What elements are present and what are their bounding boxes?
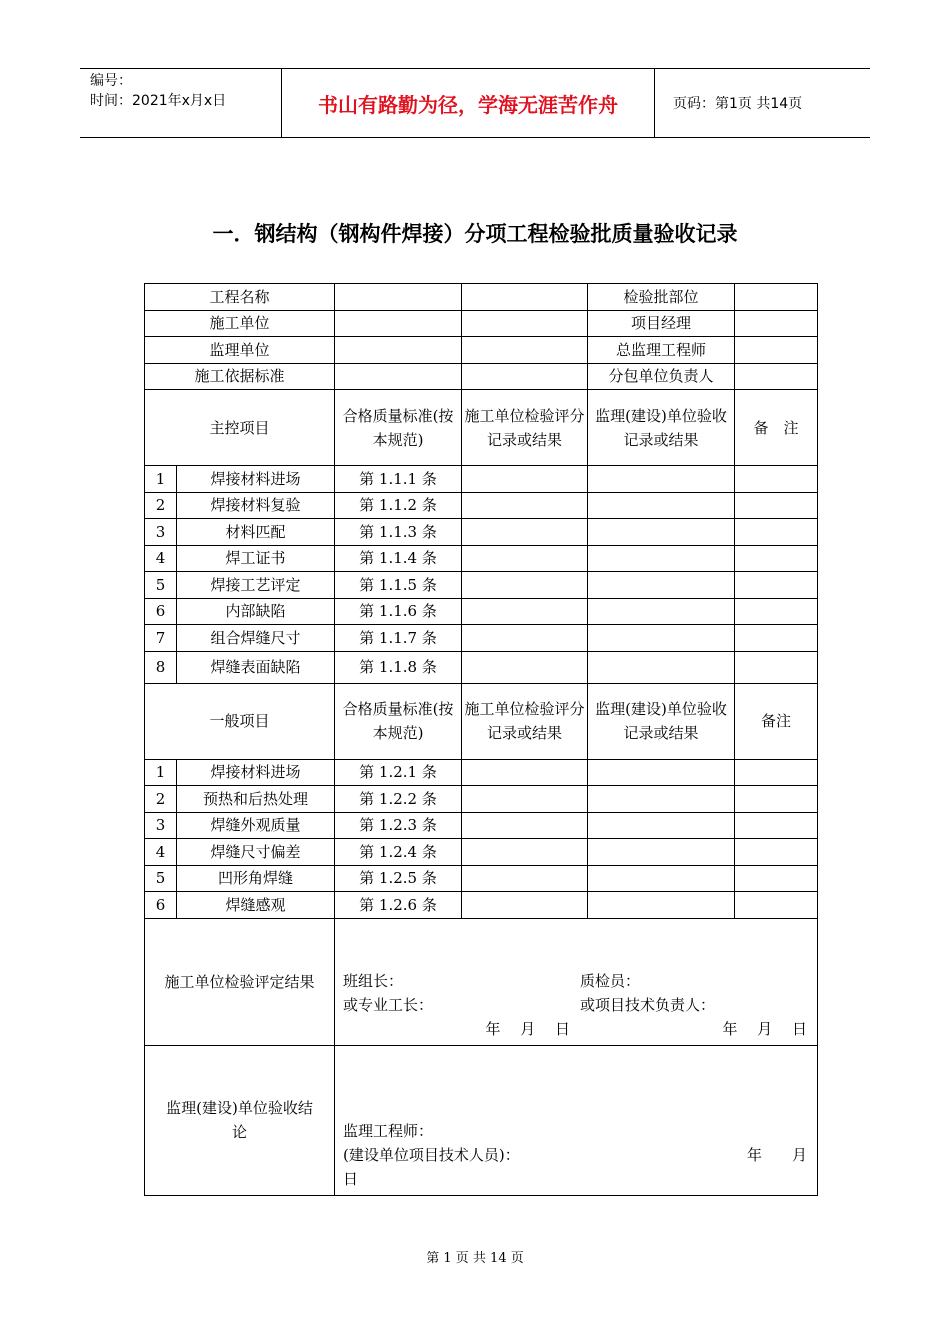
item-no: 3 bbox=[145, 812, 177, 839]
item-name: 焊缝感观 bbox=[177, 892, 335, 919]
note-cell[interactable] bbox=[735, 492, 818, 519]
self-check-cell[interactable] bbox=[462, 545, 588, 572]
supervisor-cell[interactable] bbox=[588, 492, 735, 519]
item-name: 焊接材料复验 bbox=[177, 492, 335, 519]
contractor-signature-cell[interactable] bbox=[335, 918, 818, 1045]
note-header: 备 注 bbox=[735, 390, 818, 466]
item-no: 2 bbox=[145, 786, 177, 813]
item-name: 焊接材料进场 bbox=[177, 466, 335, 493]
item-clause: 第 1.2.2 条 bbox=[335, 786, 462, 813]
info-label: 项目经理 bbox=[588, 310, 735, 337]
serial-label: 编号： bbox=[90, 73, 132, 89]
item-name: 焊缝表面缺陷 bbox=[177, 651, 335, 683]
header-page-info bbox=[663, 69, 870, 137]
note-cell[interactable] bbox=[735, 759, 818, 786]
item-name: 凹形角焊缝 bbox=[177, 865, 335, 892]
item-no: 2 bbox=[145, 492, 177, 519]
self-check-cell[interactable] bbox=[462, 572, 588, 599]
main-item-row bbox=[145, 466, 818, 493]
item-no: 7 bbox=[145, 625, 177, 652]
engineer-label: 监理工程师： bbox=[343, 1121, 434, 1140]
item-name: 预热和后热处理 bbox=[177, 786, 335, 813]
item-clause: 第 1.1.7 条 bbox=[335, 625, 462, 652]
self-check-cell[interactable] bbox=[462, 865, 588, 892]
info-value[interactable] bbox=[735, 337, 818, 364]
main-item-row bbox=[145, 492, 818, 519]
item-clause: 第 1.2.6 条 bbox=[335, 892, 462, 919]
supervisor-header: 监理(建设)单位验收记录或结果 bbox=[588, 683, 735, 759]
main-item-row bbox=[145, 572, 818, 599]
self-check-cell[interactable] bbox=[462, 812, 588, 839]
main-item-row bbox=[145, 545, 818, 572]
item-clause: 第 1.1.2 条 bbox=[335, 492, 462, 519]
info-value[interactable] bbox=[335, 337, 462, 364]
note-cell[interactable] bbox=[735, 598, 818, 625]
supervisor-cell[interactable] bbox=[588, 545, 735, 572]
info-row bbox=[145, 363, 818, 390]
note-cell[interactable] bbox=[735, 625, 818, 652]
info-value[interactable] bbox=[735, 310, 818, 337]
self-check-cell[interactable] bbox=[462, 598, 588, 625]
general-item-row bbox=[145, 786, 818, 813]
specialist-label: 或专业工长： bbox=[343, 995, 434, 1014]
header-motto: 书山有路勤为径，学海无涯苦作舟 bbox=[282, 69, 655, 137]
item-no: 4 bbox=[145, 545, 177, 572]
info-label: 总监理工程师 bbox=[588, 337, 735, 364]
item-no: 5 bbox=[145, 572, 177, 599]
item-name: 内部缺陷 bbox=[177, 598, 335, 625]
info-value[interactable] bbox=[462, 337, 588, 364]
item-no: 4 bbox=[145, 839, 177, 866]
supervisor-cell[interactable] bbox=[588, 892, 735, 919]
note-cell[interactable] bbox=[735, 839, 818, 866]
self-check-header: 施工单位检验评分记录或结果 bbox=[462, 390, 588, 466]
date-line: 时间：2021年x月x日 bbox=[90, 93, 227, 109]
item-name: 焊缝外观质量 bbox=[177, 812, 335, 839]
item-no: 6 bbox=[145, 598, 177, 625]
info-label: 施工依据标准 bbox=[145, 363, 335, 390]
date-year-month: 年 月 bbox=[747, 1145, 808, 1164]
note-cell[interactable] bbox=[735, 812, 818, 839]
item-no: 5 bbox=[145, 865, 177, 892]
info-row bbox=[145, 284, 818, 311]
self-check-cell[interactable] bbox=[462, 651, 588, 683]
item-clause: 第 1.2.3 条 bbox=[335, 812, 462, 839]
info-value[interactable] bbox=[335, 310, 462, 337]
supervisor-result-row bbox=[145, 1045, 818, 1195]
supervisor-cell[interactable] bbox=[588, 625, 735, 652]
item-name: 组合焊缝尺寸 bbox=[177, 625, 335, 652]
main-item-row bbox=[145, 625, 818, 652]
item-no: 3 bbox=[145, 519, 177, 546]
item-clause: 第 1.1.8 条 bbox=[335, 651, 462, 683]
supervisor-cell[interactable] bbox=[588, 812, 735, 839]
general-items-header bbox=[145, 683, 818, 759]
supervisor-cell[interactable] bbox=[588, 572, 735, 599]
item-name: 焊工证书 bbox=[177, 545, 335, 572]
item-clause: 第 1.1.5 条 bbox=[335, 572, 462, 599]
general-item-row bbox=[145, 865, 818, 892]
header-meta bbox=[80, 69, 282, 137]
item-clause: 第 1.1.3 条 bbox=[335, 519, 462, 546]
general-item-row bbox=[145, 812, 818, 839]
info-label: 施工单位 bbox=[145, 310, 335, 337]
self-check-cell[interactable] bbox=[462, 759, 588, 786]
item-no: 1 bbox=[145, 759, 177, 786]
item-name: 焊接材料进场 bbox=[177, 759, 335, 786]
inspection-record-table bbox=[144, 283, 818, 1196]
self-check-cell[interactable] bbox=[462, 839, 588, 866]
item-no: 6 bbox=[145, 892, 177, 919]
supervisor-cell[interactable] bbox=[588, 598, 735, 625]
self-check-cell[interactable] bbox=[462, 625, 588, 652]
main-item-row bbox=[145, 598, 818, 625]
info-value[interactable] bbox=[462, 363, 588, 390]
supervisor-header: 监理(建设)单位验收记录或结果 bbox=[588, 390, 735, 466]
info-label: 分包单位负责人 bbox=[588, 363, 735, 390]
main-items-title: 主控项目 bbox=[145, 390, 335, 466]
date-2: 年 月 日 bbox=[722, 1019, 808, 1038]
item-name: 焊缝尺寸偏差 bbox=[177, 839, 335, 866]
item-clause: 第 1.2.4 条 bbox=[335, 839, 462, 866]
contractor-result-label: 施工单位检验评定结果 bbox=[145, 918, 335, 1045]
note-cell[interactable] bbox=[735, 545, 818, 572]
note-cell[interactable] bbox=[735, 651, 818, 683]
main-item-row bbox=[145, 651, 818, 683]
item-name: 材料匹配 bbox=[177, 519, 335, 546]
item-clause: 第 1.1.6 条 bbox=[335, 598, 462, 625]
supervisor-cell[interactable] bbox=[588, 759, 735, 786]
date-1: 年 月 日 bbox=[485, 1019, 571, 1038]
item-clause: 第 1.1.4 条 bbox=[335, 545, 462, 572]
general-item-row bbox=[145, 892, 818, 919]
supervisor-cell[interactable] bbox=[588, 651, 735, 683]
note-cell[interactable] bbox=[735, 865, 818, 892]
item-clause: 第 1.2.1 条 bbox=[335, 759, 462, 786]
self-check-cell[interactable] bbox=[462, 786, 588, 813]
note-cell[interactable] bbox=[735, 892, 818, 919]
supervisor-signature-cell[interactable] bbox=[335, 1045, 818, 1195]
main-item-row bbox=[145, 519, 818, 546]
page-footer: 第 1 页 共 14 页 bbox=[426, 1251, 524, 1266]
supervisor-cell[interactable] bbox=[588, 519, 735, 546]
item-no: 8 bbox=[145, 651, 177, 683]
std-header: 合格质量标准(按本规范) bbox=[335, 390, 462, 466]
info-label: 监理单位 bbox=[145, 337, 335, 364]
note-cell[interactable] bbox=[735, 572, 818, 599]
document-title: 一．钢结构（钢构件焊接）分项工程检验批质量验收记录 bbox=[212, 222, 738, 246]
supervisor-cell[interactable] bbox=[588, 786, 735, 813]
info-value[interactable] bbox=[335, 284, 462, 311]
supervisor-result-label: 监理(建设)单位验收结论 bbox=[145, 1045, 335, 1195]
self-check-cell[interactable] bbox=[462, 492, 588, 519]
info-label: 工程名称 bbox=[145, 284, 335, 311]
self-check-cell[interactable] bbox=[462, 519, 588, 546]
note-cell[interactable] bbox=[735, 466, 818, 493]
info-value[interactable] bbox=[462, 310, 588, 337]
info-value[interactable] bbox=[335, 363, 462, 390]
info-row bbox=[145, 310, 818, 337]
self-check-cell[interactable] bbox=[462, 466, 588, 493]
item-clause: 第 1.1.1 条 bbox=[335, 466, 462, 493]
std-header: 合格质量标准(按本规范) bbox=[335, 683, 462, 759]
self-check-header: 施工单位检验评分记录或结果 bbox=[462, 683, 588, 759]
note-cell[interactable] bbox=[735, 519, 818, 546]
main-items-header bbox=[145, 390, 818, 466]
general-items-title: 一般项目 bbox=[145, 683, 335, 759]
info-row bbox=[145, 337, 818, 364]
supervisor-cell[interactable] bbox=[588, 466, 735, 493]
supervisor-cell[interactable] bbox=[588, 839, 735, 866]
item-clause: 第 1.2.5 条 bbox=[335, 865, 462, 892]
info-value[interactable] bbox=[735, 284, 818, 311]
general-item-row bbox=[145, 759, 818, 786]
item-no: 1 bbox=[145, 466, 177, 493]
self-check-cell[interactable] bbox=[462, 892, 588, 919]
tech-lead-label: 或项目技术负责人： bbox=[580, 995, 716, 1014]
foreman-label: 班组长： bbox=[343, 971, 404, 990]
info-label: 检验批部位 bbox=[588, 284, 735, 311]
note-header: 备注 bbox=[735, 683, 818, 759]
date-day: 日 bbox=[343, 1169, 359, 1188]
owner-rep-label: (建设单位项目技术人员)： bbox=[343, 1145, 520, 1164]
record-table-body bbox=[145, 284, 818, 1196]
page-info-text: 页码：第1页 共14页 bbox=[673, 96, 803, 112]
contractor-result-row bbox=[145, 918, 818, 1045]
note-cell[interactable] bbox=[735, 786, 818, 813]
info-value[interactable] bbox=[462, 284, 588, 311]
inspector-label: 质检员： bbox=[580, 971, 641, 990]
general-item-row bbox=[145, 839, 818, 866]
info-value[interactable] bbox=[735, 363, 818, 390]
page-header bbox=[80, 68, 870, 138]
supervisor-cell[interactable] bbox=[588, 865, 735, 892]
item-name: 焊接工艺评定 bbox=[177, 572, 335, 599]
